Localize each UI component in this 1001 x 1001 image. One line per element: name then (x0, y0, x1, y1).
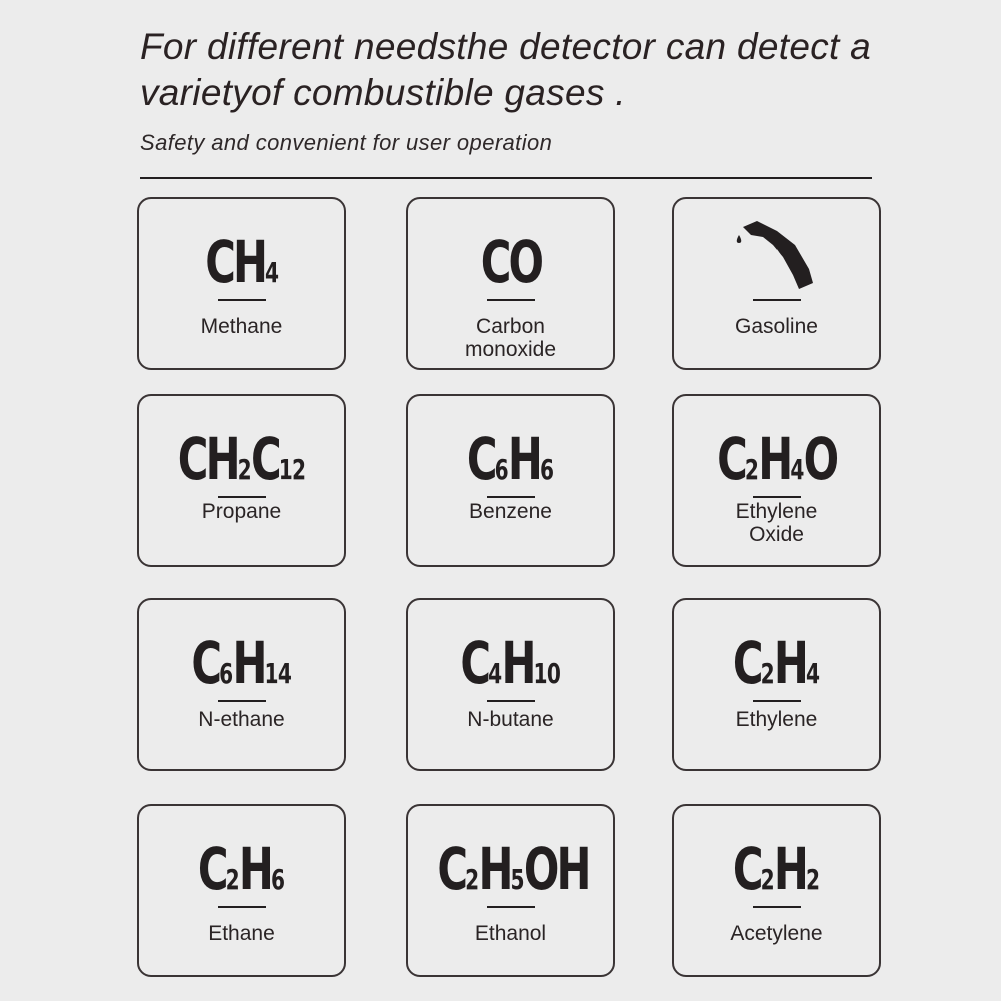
formula-underline (487, 496, 535, 498)
formula-underline (487, 299, 535, 301)
chemical-formula (408, 425, 613, 493)
formula-symbol: C (191, 629, 220, 697)
formula-subscript: 4 (790, 453, 804, 486)
formula-symbol: OH (523, 835, 589, 903)
formula-symbol: C (250, 425, 279, 493)
formula-subscript: 6 (271, 863, 285, 896)
gas-name: N-ethane (198, 708, 285, 731)
formula-symbol: H (232, 629, 265, 697)
formula-symbol: C (437, 835, 466, 903)
gas-name: Gasoline (735, 315, 818, 338)
gas-name: Acetylene (730, 922, 823, 945)
formula-symbol: CH (177, 425, 238, 493)
divider (140, 177, 872, 179)
gas-card (406, 804, 615, 977)
formula-symbol: H (508, 425, 541, 493)
chemical-formula (139, 228, 344, 296)
formula-symbol: H (501, 629, 534, 697)
formula-underline (753, 299, 801, 301)
gas-card (137, 394, 346, 567)
chemical-formula (139, 835, 344, 903)
formula-symbol: C (733, 835, 762, 903)
formula-subscript: 12 (278, 453, 306, 486)
gas-card (137, 197, 346, 370)
gas-name: N-butane (467, 708, 554, 731)
chemical-formula (408, 228, 613, 296)
formula-symbol: CO (480, 228, 541, 296)
formula-underline (487, 906, 535, 908)
formula-underline (218, 496, 266, 498)
formula-symbol: O (803, 425, 837, 493)
formula-underline (487, 700, 535, 702)
formula-subscript: 2 (761, 863, 775, 896)
formula-subscript: 10 (533, 657, 561, 690)
gas-card (672, 804, 881, 977)
formula-subscript: 5 (510, 863, 524, 896)
formula-underline (753, 700, 801, 702)
formula-symbol: C (716, 425, 745, 493)
chemical-formula (408, 835, 613, 903)
formula-subscript: 6 (540, 453, 554, 486)
formula-subscript: 14 (264, 657, 292, 690)
formula-symbol: C (467, 425, 496, 493)
gas-name: Ethanol (474, 922, 547, 945)
formula-symbol: CH (204, 228, 265, 296)
formula-symbol: C (460, 629, 489, 697)
formula-subscript: 6 (495, 453, 509, 486)
gas-card (137, 598, 346, 771)
formula-symbol: C (733, 629, 762, 697)
chemical-formula (139, 425, 344, 493)
formula-underline (753, 906, 801, 908)
gas-name: Ethane (208, 922, 275, 945)
gas-card (406, 394, 615, 567)
gas-name: Ethylene Oxide (735, 500, 818, 546)
formula-subscript: 2 (806, 863, 820, 896)
headline: For different needsthe detector can detect a varietyof combustible gases . (140, 26, 872, 113)
formula-subscript: 2 (226, 863, 240, 896)
chemical-formula (674, 835, 879, 903)
gas-name: Benzene (469, 500, 552, 523)
formula-subscript: 2 (237, 453, 251, 486)
chemical-formula (674, 629, 879, 697)
gas-card (672, 197, 881, 370)
formula-symbol: H (774, 629, 807, 697)
formula-subscript: 2 (465, 863, 479, 896)
gas-name: Ethylene (735, 708, 818, 731)
formula-symbol: H (478, 835, 511, 903)
formula-underline (218, 906, 266, 908)
gas-card (137, 804, 346, 977)
formula-subscript: 4 (806, 657, 820, 690)
gas-card (406, 598, 615, 771)
formula-subscript: 4 (264, 256, 279, 289)
formula-underline (218, 299, 266, 301)
gas-name: Carbon monoxide (464, 315, 557, 361)
chemical-formula (408, 629, 613, 697)
formula-subscript: 2 (761, 657, 775, 690)
formula-underline (753, 496, 801, 498)
fuel-nozzle-icon (733, 217, 821, 293)
formula-symbol: H (239, 835, 272, 903)
subheadline: Safety and convenient for user operation (140, 130, 553, 155)
formula-subscript: 4 (488, 657, 502, 690)
formula-underline (218, 700, 266, 702)
chemical-formula (674, 425, 879, 493)
formula-symbol: H (758, 425, 791, 493)
chemical-formula (139, 629, 344, 697)
formula-subscript: 6 (219, 657, 233, 690)
gas-card (672, 394, 881, 567)
formula-symbol: C (198, 835, 227, 903)
gas-card (406, 197, 615, 370)
gas-name: Methane (200, 315, 283, 338)
gas-name: Propane (201, 500, 282, 523)
gas-card (672, 598, 881, 771)
formula-symbol: H (774, 835, 807, 903)
formula-subscript: 2 (744, 453, 759, 486)
